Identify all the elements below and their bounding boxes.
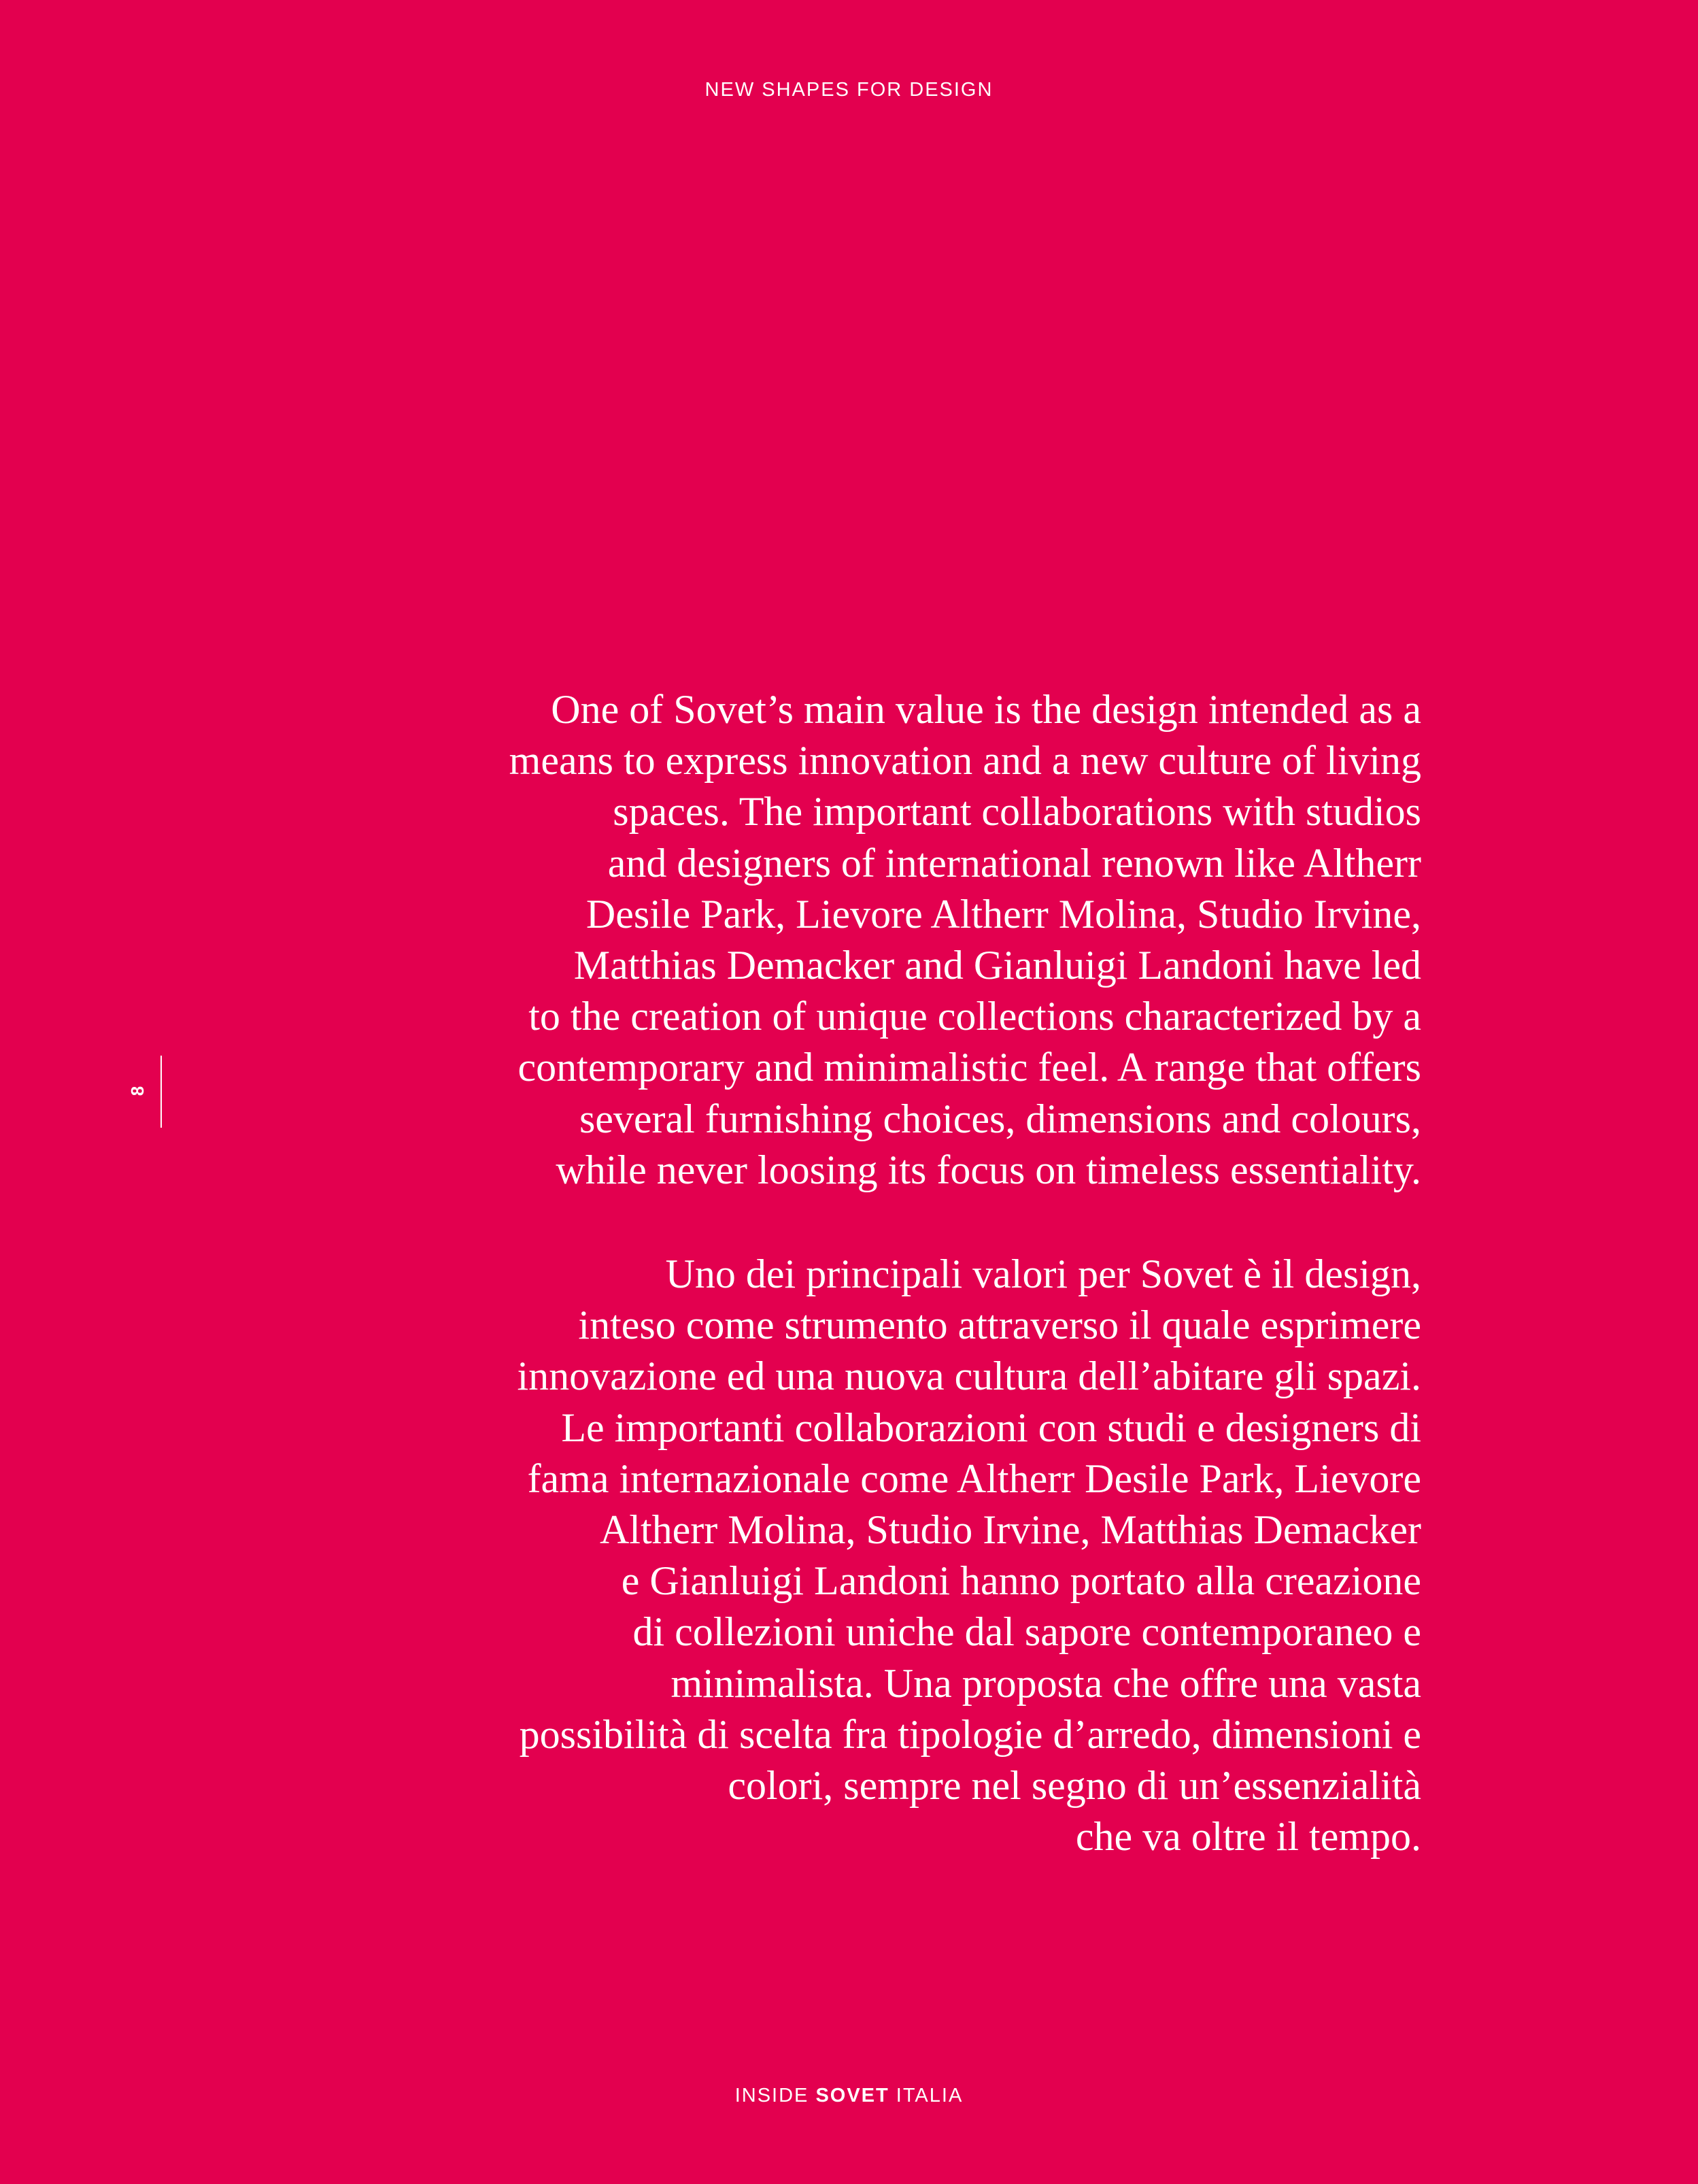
english-line: contemporary and minimalistic feel. A range that offers <box>517 1045 1421 1090</box>
english-line: spaces. The important collaborations with studios <box>613 789 1421 835</box>
english-line: means to express innovation and a new culture of living <box>509 738 1421 784</box>
italian-line: Le importanti collaborazioni con studi e designers di <box>561 1405 1421 1450</box>
running-header: NEW SHAPES FOR DESIGN <box>704 79 994 101</box>
italian-line: colori, sempre nel segno di un’essenzialità <box>728 1762 1421 1808</box>
italian-line: innovazione ed una nuova cultura dell’abitare gli spazi. <box>517 1354 1421 1399</box>
english-line: to the creation of unique collections characterized by a <box>528 994 1421 1039</box>
italian-line: che va oltre il tempo. <box>1075 1814 1421 1860</box>
english-line: Desile Park, Lievore Altherr Molina, Studio Irvine, <box>585 891 1421 937</box>
italian-paragraph <box>299 1249 1421 1862</box>
footer-suffix: ITALIA <box>889 2085 964 2106</box>
italian-line: Uno dei principali valori per Sovet è il design, <box>665 1251 1421 1296</box>
italian-line: Altherr Molina, Studio Irvine, Matthias Demacker <box>599 1507 1421 1552</box>
italian-line: minimalista. Una proposta che offre una vasta <box>670 1660 1421 1706</box>
footer-prefix: INSIDE <box>734 2085 816 2106</box>
english-line: Matthias Demacker and Gianluigi Landoni have led <box>573 942 1421 988</box>
italian-line: inteso come strumento attraverso il quale esprimere <box>578 1303 1421 1348</box>
english-paragraph <box>299 684 1421 1196</box>
italian-line: possibilità di scelta fra tipologie d’arredo, dimensioni e <box>519 1711 1421 1757</box>
footer-brand: SOVET <box>815 2085 889 2106</box>
italian-line: e Gianluigi Landoni hanno portato alla creazione <box>621 1558 1421 1604</box>
english-line: several furnishing choices, dimensions and colours, <box>579 1096 1421 1141</box>
english-line: One of Sovet’s main value is the design intended as a <box>551 687 1421 732</box>
italian-line: fama internazionale come Altherr Desile Park, Lievore <box>527 1456 1421 1501</box>
english-line: while never loosing its focus on timeless essentiality. <box>556 1147 1421 1192</box>
page-number-divider <box>160 1056 162 1128</box>
page-number: 8 <box>127 1086 148 1096</box>
italian-line: di collezioni uniche dal sapore contemporaneo e <box>632 1609 1421 1655</box>
running-footer <box>0 2082 1698 2109</box>
english-line: and designers of international renown like Altherr <box>607 840 1421 886</box>
